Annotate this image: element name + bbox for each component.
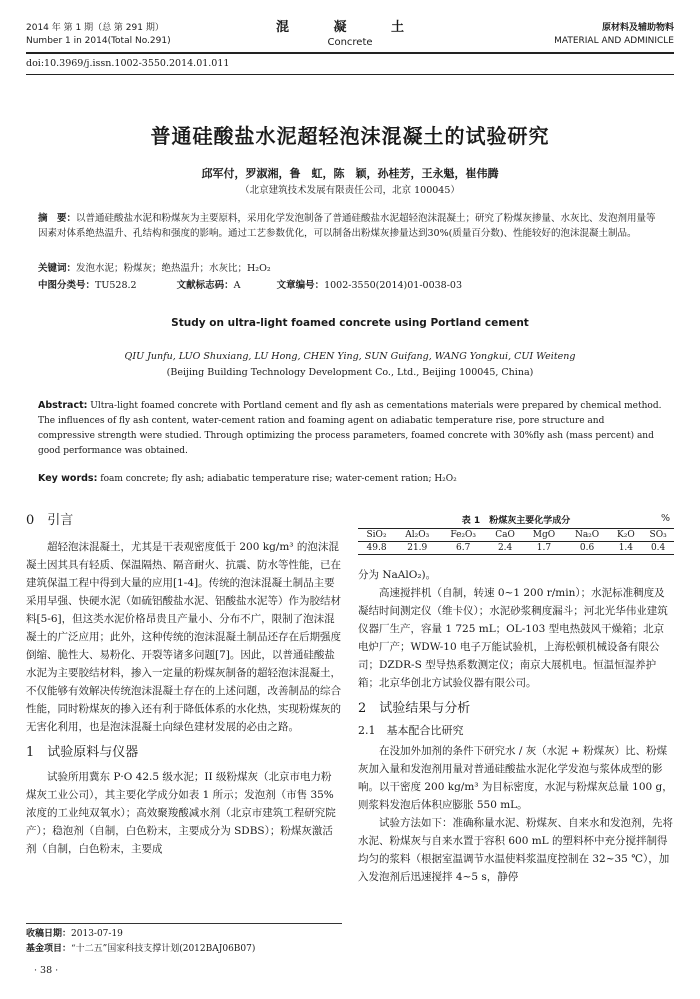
section-2-heading: 2 试验结果与分析 [358,701,471,716]
section-0-heading: 0 引言 [26,513,74,528]
header-issue-block [26,22,171,48]
fund-value: “十二五”国家科技支撑计划(2012BAJ06B07) [71,944,256,954]
abstract-cn-label: 摘 要： [38,213,77,224]
doi-rule [26,74,674,75]
header-issue-en: Number 1 in 2014(Total No.291) [26,36,171,46]
left-column [26,512,342,858]
right-column [358,566,674,886]
table-1-header-cell: SO₃ [649,530,667,540]
table-1-header-cell: Na₂O [574,530,600,540]
page-number: · 38 · [34,965,59,976]
table-1-value-cell: 49.8 [366,543,387,553]
fund-info [26,942,342,957]
footnote-rule [26,923,342,924]
authors-en: QIU Junfu, LUO Shuxiang, LU Hong, CHEN Ying, SUN Guifang, WANG Yongkui, CUI Weiteng [124,351,576,362]
clc-label: 中图分类号： [38,280,96,291]
table-1-value-cell: 6.7 [456,543,471,553]
table-1-value-cell: 0.4 [650,543,666,553]
abstract-en-text: Ultra-light foamed concrete with Portland cement and fly ash as cementations materials were prepared by chemical method. The influences of fly ash content, water-cement ration and foaming agent on adiabatic temperature rise, pore structure and compressive strength were studied. Through optimizing the process parameters, foamed concrete with 30%fly ash (mass percent) and good performance was obtained. [38,401,662,456]
table-1-header-cell: MgO [532,530,556,540]
header-section-en: MATERIAL AND ADMINICLE [554,36,674,46]
table-1-value-cell: 21.9 [407,543,428,553]
table-1 [358,513,674,555]
table-1-header-cell: Fe₂O₃ [450,530,477,540]
paper-title-cn: 普通硅酸盐水泥超轻泡沫混凝土的试验研究 [150,124,550,148]
paper-title-en: Study on ultra-light foamed concrete using Portland cement [171,317,529,329]
abstract-cn [38,211,662,241]
received-label: 收稿日期： [26,929,72,939]
abstract-en [38,398,662,459]
table-1-unit: % [660,513,670,524]
affiliation-en: (Beijing Building Technology Development Co., Ltd., Beijing 100045, China) [166,367,534,378]
abstract-en-label: Abstract: [38,400,88,411]
header-journal-cn: 混 凝 土 [275,20,425,35]
keywords-cn-text: 发泡水泥；粉煤灰；绝热温升；水灰比；H₂O₂ [76,263,271,274]
doi: doi:10.3969/j.issn.1002-3550.2014.01.011 [26,58,230,69]
section-2-1-p1: 在没加外加剂的条件下研究水 / 灰（水泥 + 粉煤灰）比、粉煤灰加入量和发泡剂用量对普通硅酸盐水泥化学发泡与浆体成型的影响。以干密度 200 kg/m³ 为目标密度，水泥与粉煤灰总量 100 g，则浆料发泡后体积应膨胀 550 mL。 [358,745,673,811]
header-journal-block [250,20,450,49]
section-2-1-heading: 2.1 基本配合比研究 [358,724,464,737]
authors-cn: 邱军付，罗淑湘，鲁 虹，陈 颖，孙桂芳，王永魁，崔伟腾 [201,167,499,180]
table-1-title: 表 1 粉煤灰主要化学成分 [461,516,571,526]
table-1-value-cell: 1.7 [536,543,552,553]
table-1-header-cell: K₂O [616,530,635,540]
doc-code-label: 文献标志码： [176,280,234,291]
header-issue-cn: 2014 年 第 1 期（总 第 291 期） [26,23,164,33]
keywords-en-label: Key words: [38,473,98,484]
abstract-cn-text: 以普通硅酸盐水泥和粉煤灰为主要原料，采用化学发泡制备了普通硅酸盐水泥超轻泡沫混凝土；研究了粉煤灰掺量、水灰比、发泡剂用量等因素对体系绝热温升、孔结构和强度的影响。通过工艺参数优化，可以制备出粉煤灰掺量达到30%(质量百分数)、性能较好的泡沫混凝土制品。 [38,213,656,239]
keywords-en [38,471,662,487]
section-1-heading: 1 试验原料与仪器 [26,745,139,760]
article-no-value: 1002-3550(2014)01-0038-03 [324,280,463,291]
footnote [26,927,342,957]
table-1-header-cell: CaO [495,530,515,540]
table-1-value-cell: 0.6 [579,543,595,553]
keywords-en-text: foam concrete; fly ash; adiabatic temperature rise; water-cement ration; H₂O₂ [100,474,457,484]
header-section-cn: 原材料及辅助物料 [601,23,674,33]
equipment-text: 高速搅拌机（自制，转速 0~1 200 r/min）；水泥标准稠度及凝结时间测定仪（维卡仪）；水泥砂浆稠度漏斗；河北光华伟业建筑仪器厂生产，容量 1 725 mL；OL-103 型电热鼓风干燥箱；北京电炉厂产；WDW-10 电子万能试验机，上海松顿机械设备有限公司；DZDR-S 型导热系数测定仪；南京大展机电。恒温恒湿养护箱；北京华创北方试验仪器有限公司。 [358,587,668,689]
section-1-text: 试验所用冀东 P·O 42.5 级水泥；II 级粉煤灰（北京市电力粉煤灰工业公司），其主要化学成分如表 1 所示；发泡剂（市售 35%浓度的工业纯双氧水）；高效聚羧酸减水剂（北京市建筑工程研究院产）；稳泡剂（自制，白色粉末，主要成分为 SDBS）；粉煤灰激活剂（自制，白色粉末，主要成 [26,771,336,855]
received-date [26,927,342,942]
table-1-value-cell: 1.4 [618,543,634,553]
header-journal-en: Concrete [327,37,373,48]
right-column-continuation: 分为 NaAlO₂)。 [358,569,437,581]
table-1-header-cell: SiO₂ [366,530,387,540]
table-1-header-cell: Al₂O₃ [405,530,430,540]
keywords-cn [38,261,662,276]
classification [38,278,662,293]
affiliation-cn: （北京建筑技术发展有限责任公司，北京 100045） [240,185,460,196]
chemical-composition-table [358,528,674,555]
table-1-caption [358,513,674,528]
section-0-text: 超轻泡沫混凝土，尤其是干表观密度低于 200 kg/m³ 的泡沫混凝土因其具有轻质、保温隔热、隔音耐火、抗震、防水等性能，已在建筑保温工程中得到大量的应用[1-4]。传统的泡沫混凝土制品主要采用早强、快硬水泥（如硫铝酸盐水泥、铝酸盐水泥等）作为胶结材料[5-6]，但这类水泥价格昂贵且产量小、分布不广，限制了泡沫混凝土的广泛应用；此外，这种传统的泡沫混凝土制品还存在后期强度倒缩、脆性大、易粉化、开裂等诸多问题[7]。因此，以普通硅酸盐水泥为主要胶结材料，掺入一定量的粉煤灰制备的超轻泡沫混凝土，不仅能够有效解决传统泡沫混凝土存在的上述问题，改善制品的综合性能，同时粉煤灰的掺入还有利于降低体系的水化热，实现粉煤灰的无害化利用，也是泡沫混凝土向绿色建材发展的必由之路。 [26,541,341,733]
keywords-cn-label: 关键词： [38,263,77,274]
clc-value: TU528.2 [95,280,137,291]
header-rule [26,52,674,54]
article-no-label: 文章编号： [276,280,325,291]
fund-label: 基金项目： [26,944,72,954]
section-2-1-p2: 试验方法如下：准确称量水泥、粉煤灰、自来水和发泡剂，先将水泥、粉煤灰与自来水置于容积 600 mL 的塑料杯中充分搅拌制得均匀的浆料（根据室温调节水温使料浆温度控制在 32~35 ℃），加入发泡剂后迅速搅拌 4~5 s，静停 [358,817,673,883]
doc-code-value: A [233,280,241,291]
header-section-block [554,22,674,48]
received-value: 2013-07-19 [71,929,123,939]
table-1-value-cell: 2.4 [497,543,513,553]
